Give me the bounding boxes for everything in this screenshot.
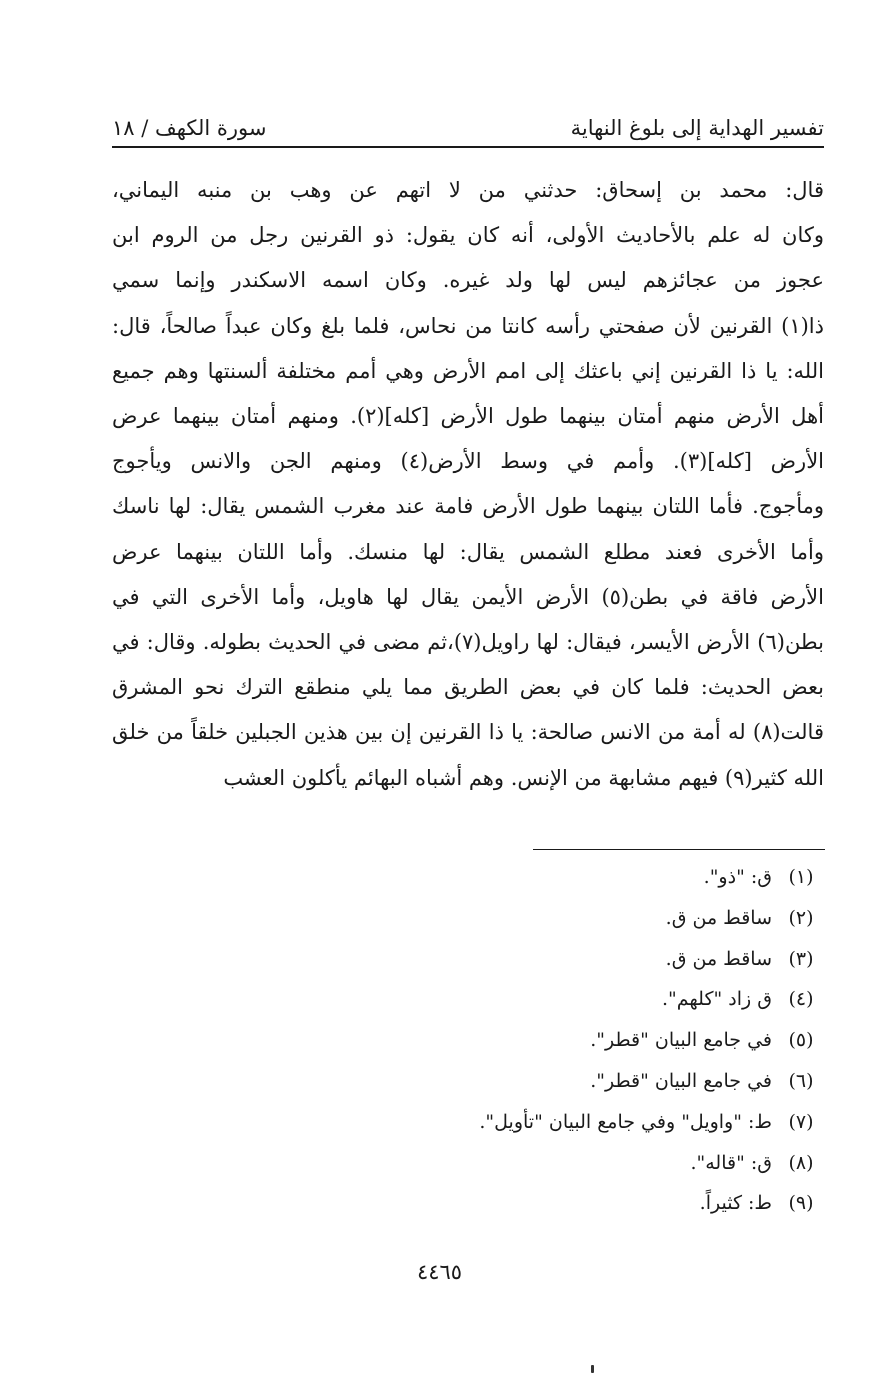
text-line: ومأجوج. فأما اللتان بينهما طول الأرض فامة عند مغرب الشمس يقال: لها ناسك: [112, 494, 824, 519]
footnote-number: (٤): [788, 988, 814, 1011]
text-line: الله: يا ذا القرنين إني باعثك إلى امم الأرض وهي أمم مختلفة ألسنتها وهم جميع: [112, 358, 824, 383]
footnote-rule: [533, 849, 825, 850]
footnote-text: ساقط من ق.: [665, 906, 772, 929]
running-header: [112, 103, 824, 143]
text-line: بطن(٦) الأرض الأيسر، فيقال: لها راويل(٧)،ثم مضى في الحديث بطوله. وقال: في: [112, 630, 824, 655]
footnote-number: (٧): [788, 1110, 814, 1133]
text-line: عجوز من عجائزهم ليس لها ولد غيره. وكان اسمه الاسكندر وإنما سمي: [112, 268, 824, 293]
footnote-text: ط: "واويل" وفي جامع البيان "تأويل".: [479, 1110, 772, 1133]
footnote-text: ق: "قاله".: [690, 1151, 772, 1174]
footnote-text: ق: "ذو".: [703, 866, 772, 888]
text-line: أهل الأرض منهم أمتان بينهما طول الأرض [كله](٢). ومنهم أمتان بينهما عرض: [112, 404, 824, 429]
footnote: [112, 1192, 830, 1233]
book-title: تفسير الهداية إلى بلوغ النهاية: [570, 116, 824, 140]
footnote: [112, 1152, 830, 1193]
footnote-number: (١): [788, 866, 814, 888]
footnote: [112, 907, 830, 948]
header-rule: [112, 146, 824, 148]
footnote-number: (٨): [788, 1151, 814, 1174]
text-line: الأرض فاقة في بطن(٥) الأرض الأيمن يقال لها هاويل، وأما الأخرى التي في: [112, 584, 824, 609]
text-line: وكان له علم بالأحاديث الأولى، أنه كان يقول: ذو القرنين رجل من الروم ابن: [112, 223, 824, 248]
text-line: ذا(١) القرنين لأن صفحتي رأسه كانتا من نحاس، فلما بلغ وكان عبداً صالحاً، قال:: [112, 313, 824, 338]
page-number: ٤٤٦٥: [416, 1260, 463, 1284]
text-line: الله كثير(٩) فيهم مشابهة من الإنس. وهم أشباه البهائم يأكلون العشب: [223, 765, 824, 790]
footnote-text: ساقط من ق.: [665, 947, 772, 970]
footnote: [112, 948, 830, 989]
footnote-number: (٦): [788, 1069, 814, 1092]
footnote-number: (٢): [788, 906, 814, 929]
footnotes: [112, 866, 830, 1233]
footnote-text: ط: كثيراً.: [699, 1192, 772, 1215]
scan-speck: [591, 1365, 594, 1373]
footnote-number: (٣): [788, 947, 814, 970]
footnote-number: (٥): [788, 1029, 814, 1052]
footnote-text: في جامع البيان "قطر".: [590, 1029, 772, 1052]
footnote: [112, 1070, 830, 1111]
footnote-text: ق زاد "كلهم".: [662, 988, 772, 1011]
footnote-number: (٩): [788, 1192, 814, 1215]
footnote-text: في جامع البيان "قطر".: [590, 1069, 772, 1092]
text-line: قال: محمد بن إسحاق: حدثني من لا اتهم عن وهب بن منبه اليماني،: [112, 178, 824, 202]
footnote: [112, 1111, 830, 1152]
footnote: [112, 1029, 830, 1070]
text-line: بعض الحديث: فلما كان في بعض الطريق مما يلي منطقع الترك نحو المشرق: [112, 675, 824, 700]
footnote: [112, 988, 830, 1029]
main-text: [112, 168, 824, 801]
footnote: [112, 866, 830, 907]
text-line: الأرض [كله](٣). وأمم في وسط الأرض(٤) ومنهم الجن والانس ويأجوج: [112, 449, 824, 474]
text-line: قالت(٨) له أمة من الانس صالحة: يا ذا القرنين إن بين هذين الجبلين خلقاً من خلق: [112, 720, 824, 745]
text-line: وأما الأخرى فعند مطلع الشمس يقال: لها منسك. وأما اللتان بينهما عرض: [112, 539, 824, 564]
surah-reference: سورة الكهف / ١٨: [112, 116, 267, 140]
